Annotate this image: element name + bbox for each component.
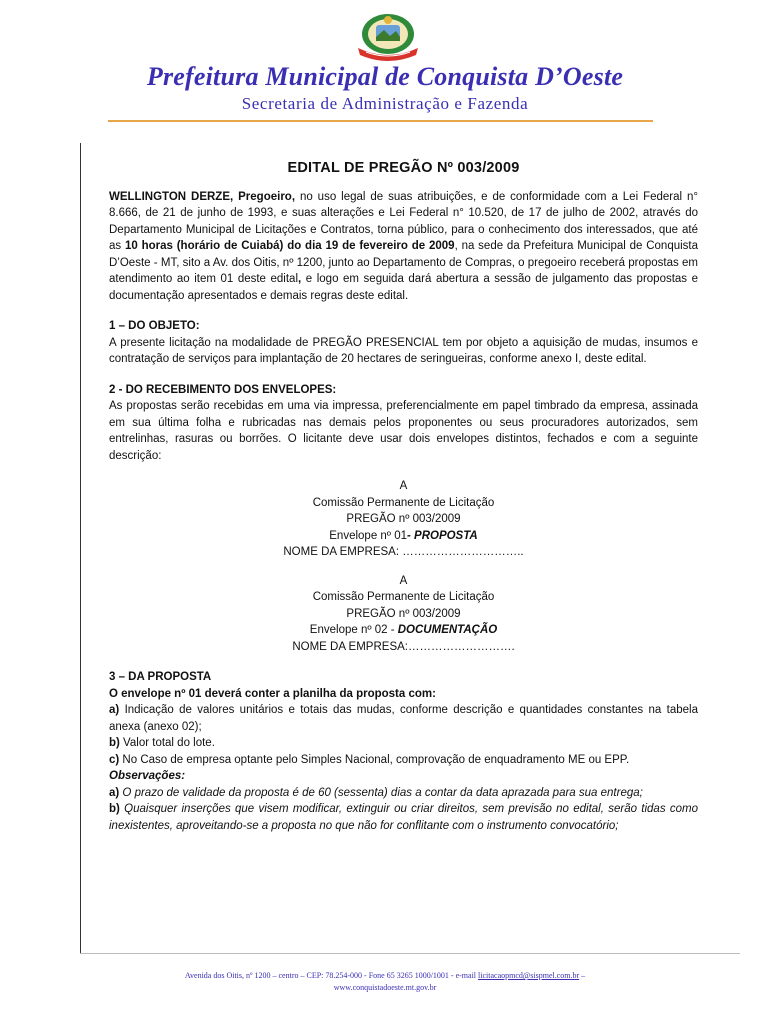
- envelope-line: PREGÃO nº 003/2009: [346, 513, 461, 525]
- section-body: As propostas serão recebidas em uma via impressa, preferencialmente em papel timbrado da empresa, assinada em sua última folha e rubricadas nas demais pelos proponentes ou seus procuradores autorizados, sem entrelinhas, rasuras ou borrões. O licitante deve usar dois envelopes distintos, fechados e com a seguinte descrição:: [109, 400, 698, 462]
- envelope-line: NOME DA EMPRESA:……………………….: [292, 640, 515, 653]
- header-divider: [108, 120, 653, 122]
- section-subheading: O envelope nº 01 deverá conter a planilha da proposta com:: [109, 687, 436, 700]
- intro-text-3: e logo em seguida dará abertura a sessão de julgamento das propostas e documentação apresentados e demais regras deste edital.: [109, 273, 699, 302]
- list-item: c) No Caso de empresa optante pelo Simples Nacional, comprovação de enquadramento ME ou EPP.: [109, 753, 630, 766]
- org-subtitle: Secretaria de Administração e Fazenda: [241, 94, 529, 113]
- section-recebimento: [109, 382, 698, 465]
- envelope-line: [109, 622, 698, 639]
- footer-address: Avenida dos Oitis, nº 1200 – centro – CEP: 78.254-000 - Fone 65 3265 1000/1001 - e-mail licitacaopmcd@sispmel.com.br –: [184, 971, 586, 980]
- envelope-line: Comissão Permanente de Licitação: [312, 496, 495, 509]
- intro-comma: ,: [298, 273, 302, 285]
- document-body: [109, 160, 698, 834]
- section-proposta: [109, 669, 698, 834]
- section-objeto: [109, 318, 698, 368]
- section-heading: 1 – DO OBJETO:: [109, 320, 200, 332]
- list-item: b) Valor total do lote.: [109, 737, 215, 749]
- observations-heading: Observações:: [109, 770, 186, 782]
- section-heading: 3 – DA PROPOSTA: [109, 671, 212, 683]
- envelope-line: Comissão Permanente de Licitação: [312, 591, 495, 603]
- observation-item: b) Quaisquer inserções que visem modificar, extinguir ou criar direitos, sem previsão no edital, serão tidas como inexistentes, aproveitando-se a proposta no que não for conflitante com o instrumento convocatório;: [109, 803, 698, 832]
- envelope-type: - PROPOSTA: [407, 529, 478, 542]
- list-item: a) Indicação de valores unitários e totais das mudas, conforme descrição e quantidades constantes na tabela anexa (anexo 02);: [109, 704, 698, 733]
- letterhead: [0, 0, 770, 125]
- footer-divider: [80, 953, 740, 954]
- envelope-type: DOCUMENTAÇÃO: [397, 624, 498, 636]
- intro-paragraph: [109, 189, 698, 305]
- envelope-2-label: [109, 573, 698, 656]
- envelope-number: Envelope nº 02 -: [309, 624, 398, 636]
- section-heading: 2 - DO RECEBIMENTO DOS ENVELOPES:: [109, 383, 337, 396]
- envelope-line: A: [399, 574, 408, 587]
- coat-of-arms-icon: [352, 10, 424, 68]
- footer-email-link[interactable]: licitacaopmcd@sispmel.com.br: [478, 971, 580, 980]
- envelope-1-label: [109, 478, 698, 561]
- section-body: A presente licitação na modalidade de PREGÃO PRESENCIAL tem por objeto a aquisição de mudas, insumos e contratação de serviços para implantação de 20 hectares de seringueiras, conforme anexo I, deste edital.: [109, 336, 698, 365]
- pregoeiro-name: WELLINGTON DERZE, Pregoeiro,: [109, 190, 296, 203]
- deadline-text: 10 horas (horário de Cuiabá) do dia 19 de fevereiro de 2009: [124, 240, 455, 252]
- intro-text-1: no uso legal de suas atribuições, e de conformidade com a Lei Federal n° 8.666, de 21 de junho de 1993, e suas alterações e Lei Federal n° 10.520, de 17 de julho de 2002, através do Departamento Municipal de Licitações e Contratos, torna público, para o conhecimento dos interessados, que até as: [109, 190, 698, 252]
- envelope-line: NOME DA EMPRESA: …………………………..: [283, 546, 524, 558]
- envelope-line: PREGÃO nº 003/2009: [346, 607, 461, 620]
- envelope-line: [109, 528, 698, 545]
- org-title: Prefeitura Municipal de Conquista D’Oeste: [146, 62, 624, 91]
- page-footer: [0, 970, 770, 994]
- observation-item: a) O prazo de validade da proposta é de 60 (sessenta) dias a contar da data aprazada para sua entrega;: [109, 786, 643, 799]
- document-title: EDITAL DE PREGÃO Nº 003/2009: [287, 160, 520, 176]
- footer-website[interactable]: www.conquistadoeste.mt.gov.br: [333, 983, 437, 992]
- left-margin-line: [80, 143, 81, 953]
- intro-text-2: , na sede da Prefeitura Municipal de Conquista D’Oeste - MT, sito a Av. dos Oitis, nº 1200, junto ao Departamento de Compras, o pregoeiro receberá propostas em atendimento ao item 01 deste edital: [109, 240, 698, 285]
- envelope-line: A: [399, 480, 408, 492]
- envelope-number: Envelope nº 01: [329, 529, 407, 542]
